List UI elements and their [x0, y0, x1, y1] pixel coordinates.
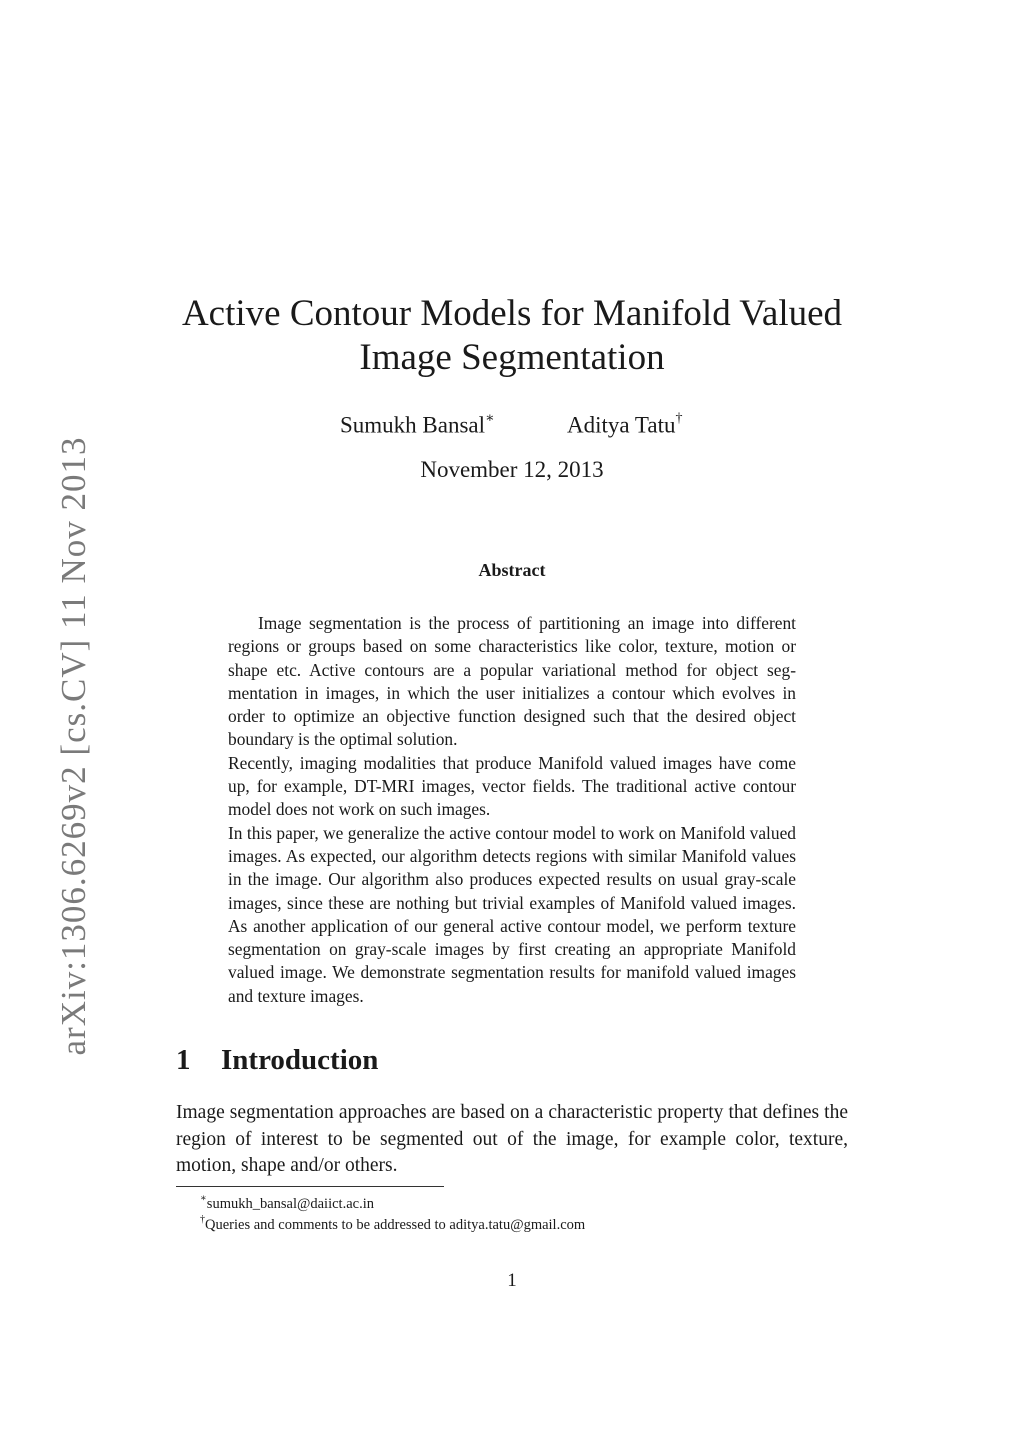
footnote-2 — [200, 1211, 585, 1235]
abstract-heading: Abstract — [478, 560, 546, 580]
section-body-text: Image segmentation approaches are based on a characteristic property that defines the region of interest to be segmented out of the image, for example color, texture, motion, shape and/or others. — [176, 1102, 848, 1176]
abstract-paragraph: In this paper, we generalize the active contour model to work on Manifold valued images. As expected, our algorithm detects regions with similar Manifold values in the image. Our algorithm also produces expected results on usual gray-scale images, since these are nothing but trivial examples of Manifold valued images. As another application of our general active contour model, we perform texture segmentation on gray-scale images by first creating an appropriate Manifold valued image. We demonstrate segmentation results for manifold valued images and texture images. — [228, 822, 796, 1006]
footnote-1-text: sumukh_bansal@daiict.ac.in — [206, 1195, 374, 1212]
abstract-body — [228, 612, 796, 1008]
abstract-paragraph: Recently, imaging modalities that produce Manifold valued images have come up, for example, DT-MRI images, vector fields. The traditional active contour model does not work on such images. — [228, 752, 796, 820]
footnote-divider — [176, 1186, 444, 1187]
footnote-2-mark: † — [200, 1214, 205, 1225]
title-line-2: Image Segmentation — [359, 337, 665, 378]
author-2 — [567, 406, 682, 441]
section-number: 1 — [176, 1044, 191, 1076]
abstract-paragraph: Image segmentation is the process of partitioning an image into different regions or groups based on some characteristics like color, texture, motion or shape etc. Active contours are a popular variational method for object segmentation in images, in which the user initializes a contour which evolves in order to optimize an objective function designed such that the desired object boundary is the optimal solution. — [228, 613, 796, 750]
arxiv-identifier-stamp: arXiv:1306.6269v2 [cs.CV] 11 Nov 2013 — [54, 436, 93, 1056]
paper-title — [0, 292, 1024, 380]
publication-date: November 12, 2013 — [420, 457, 604, 482]
author-1-footnote-mark: ∗ — [485, 411, 495, 426]
footnote-2-text: Queries and comments to be addressed to aditya.tatu@gmail.com — [205, 1216, 586, 1233]
author-1-name: Sumukh Bansal — [340, 412, 486, 438]
author-2-footnote-mark: † — [675, 411, 683, 426]
page-number: 1 — [507, 1270, 517, 1291]
title-line-1: Active Contour Models for Manifold Valued — [181, 293, 843, 334]
author-2-name: Aditya Tatu — [567, 412, 676, 438]
footnote-1-mark: ∗ — [200, 1193, 207, 1204]
section-title: Introduction — [221, 1044, 379, 1076]
section-heading — [176, 1044, 378, 1077]
author-1 — [340, 406, 495, 441]
